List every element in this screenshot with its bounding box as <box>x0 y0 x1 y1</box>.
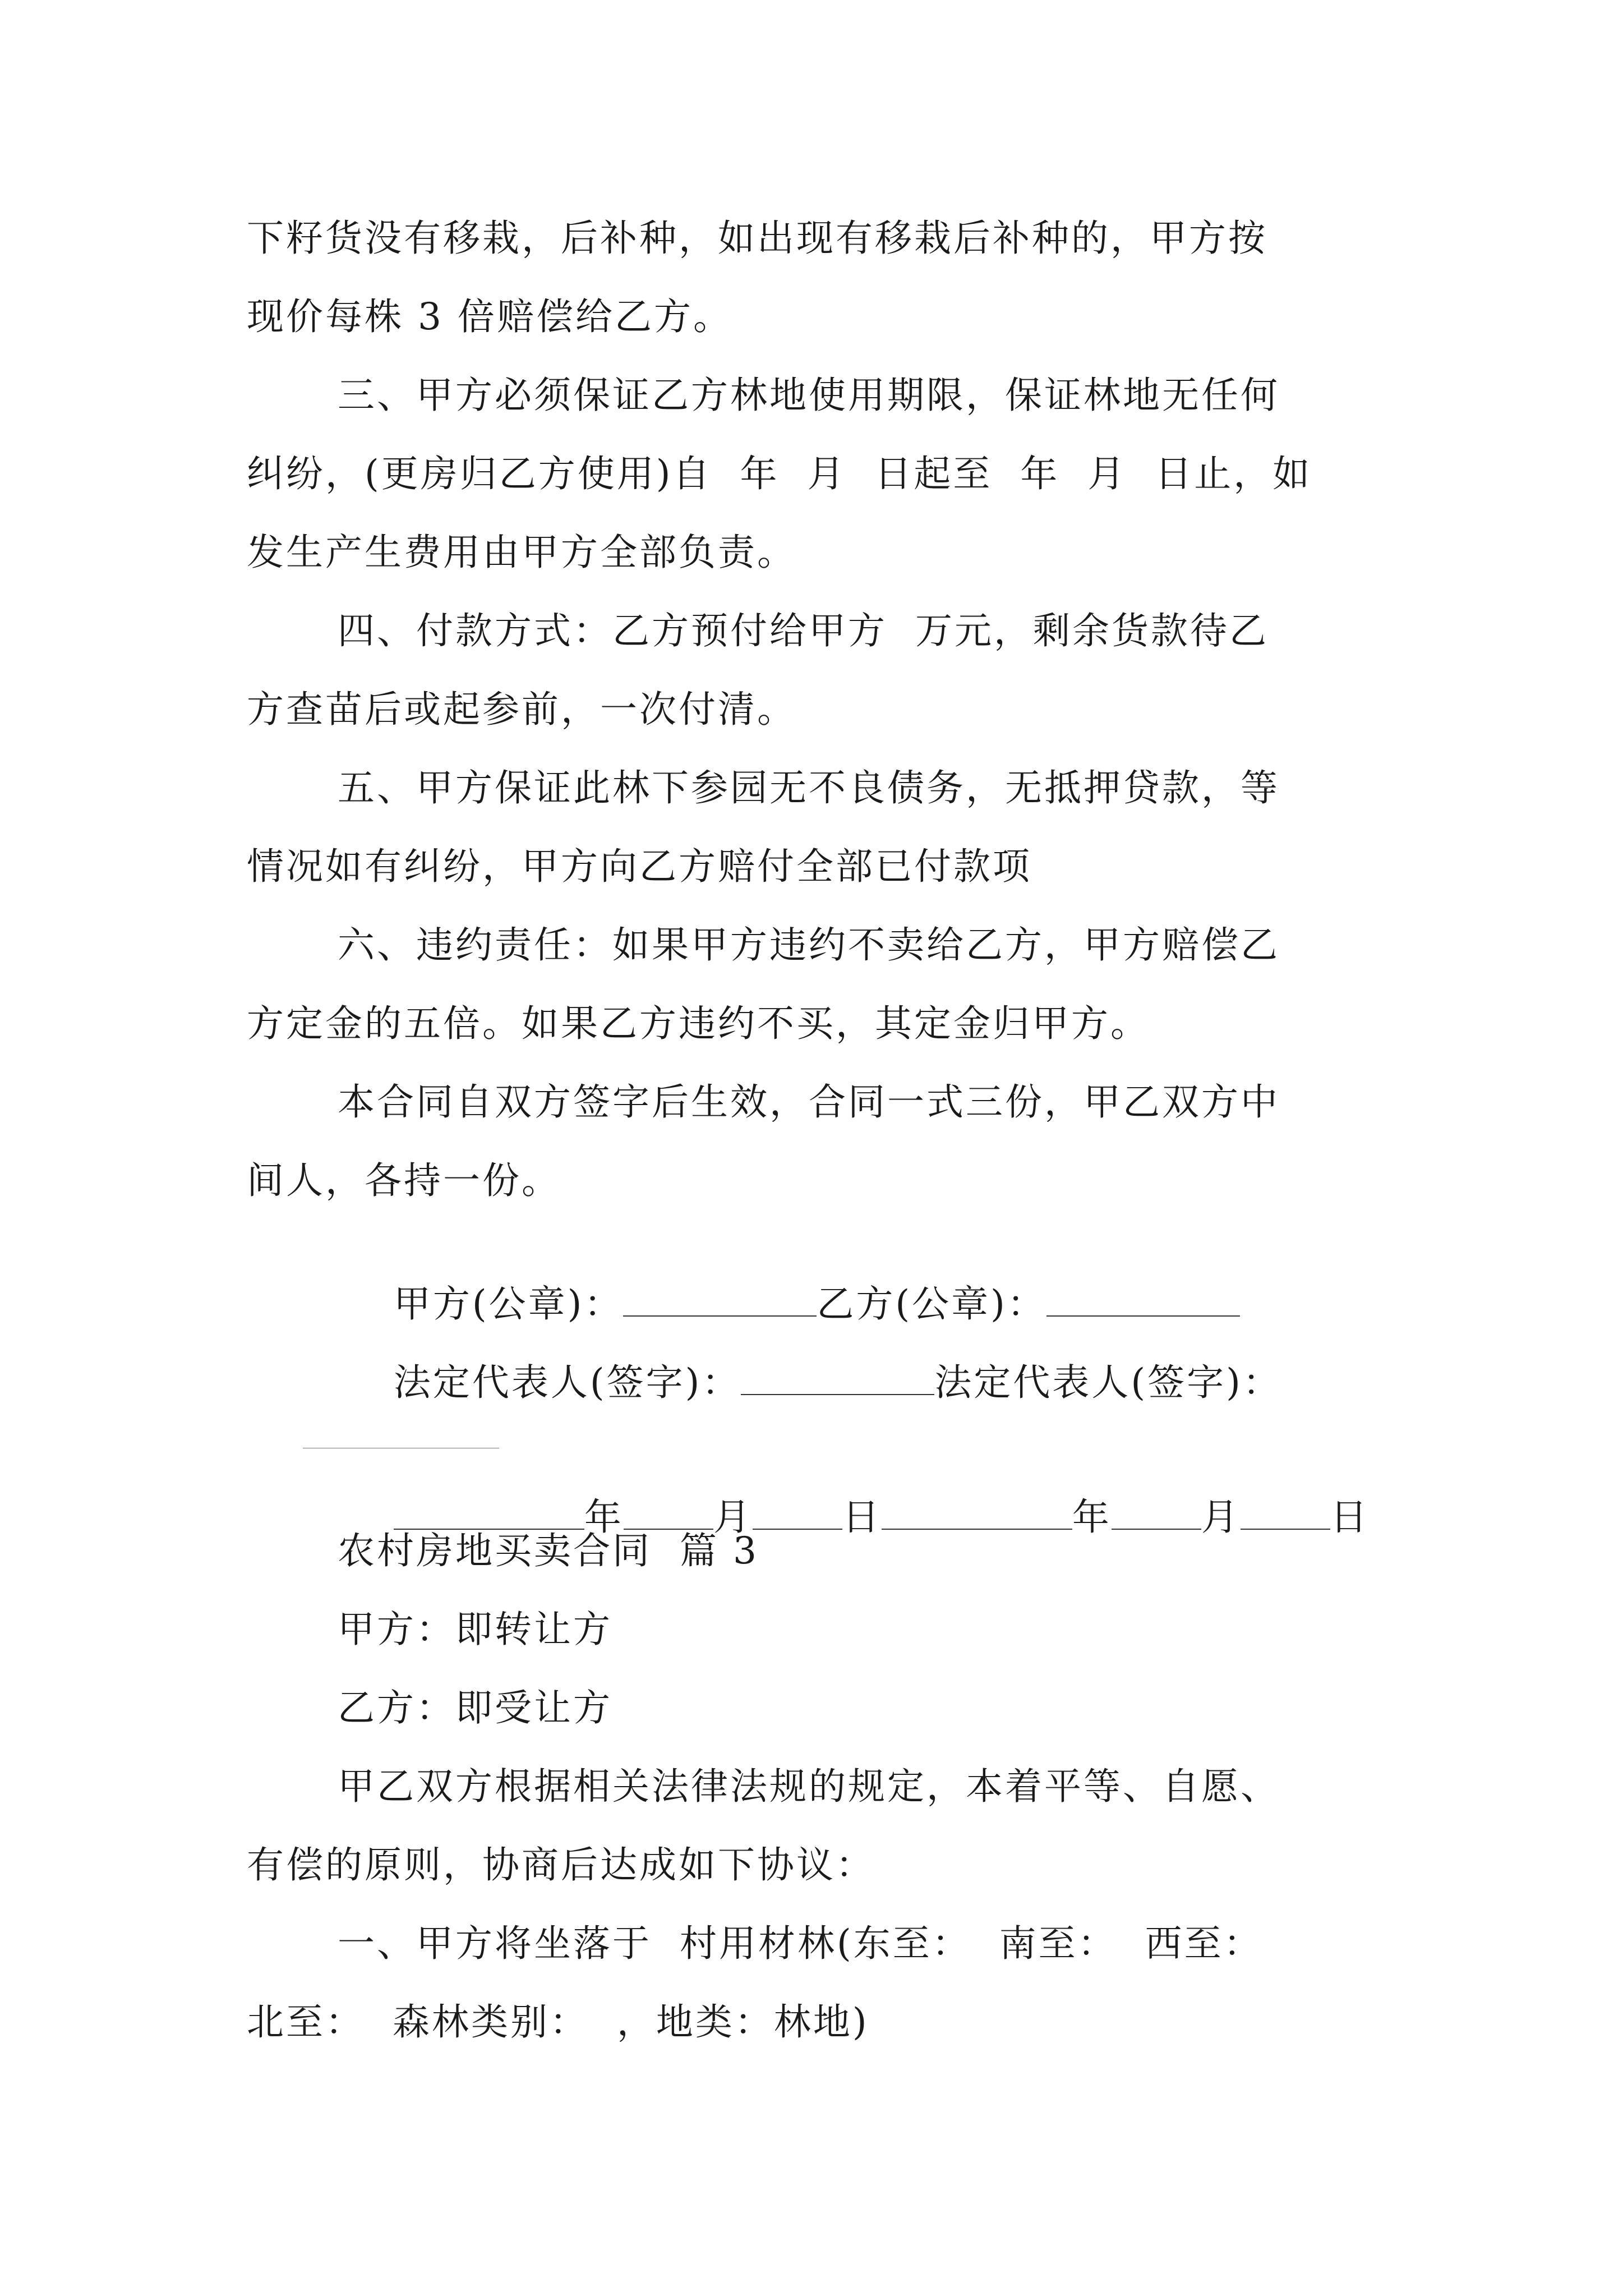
party-a-definition: 甲方：即转让方 <box>338 1608 612 1651</box>
clause-6-line: 六、违约责任：如果甲方违约不卖给乙方，甲方赔偿乙 <box>338 923 1280 967</box>
month-b-blank <box>1112 1497 1201 1530</box>
paragraph-line: 方查苗后或起参前，一次付清。 <box>247 688 796 731</box>
paragraph-line: 方定金的五倍。如果乙方违约不买，其定金归甲方。 <box>247 1002 1150 1045</box>
clause-5-line: 五、甲方保证此林下参园无不良债务，无抵押贷款，等 <box>338 766 1280 809</box>
day-a-blank <box>753 1497 842 1530</box>
year-a-label: 年 <box>584 1496 624 1539</box>
intro-line: 甲乙双方根据相关法律法规的规定，本着平等、自愿、 <box>338 1765 1280 1808</box>
intro-line: 有偿的原则，协商后达成如下协议： <box>247 1843 875 1887</box>
paragraph-line: 下籽货没有移栽，后补种，如出现有移栽后补种的，甲方按 <box>247 217 1267 260</box>
rep-a-blank <box>741 1363 934 1395</box>
party-b-seal-label: 乙方(公章)： <box>817 1282 1046 1326</box>
effectiveness-line: 本合同自双方签字后生效，合同一式三份，甲乙双方中 <box>338 1080 1280 1124</box>
clause-1-line: 北至： 森林类别： ，地类：林地) <box>247 2000 869 2044</box>
rep-b-label: 法定代表人(签字)： <box>934 1361 1282 1404</box>
day-a-label: 日 <box>842 1496 882 1539</box>
rep-a-label: 法定代表人(签字)： <box>393 1361 741 1404</box>
month-a-blank <box>624 1497 713 1530</box>
paragraph-line: 现价每株 3 倍赔偿给乙方。 <box>247 295 732 338</box>
rep-b-blank <box>303 1416 499 1448</box>
year-a-blank <box>394 1497 584 1530</box>
party-b-definition: 乙方：即受让方 <box>338 1686 612 1729</box>
party-b-seal-blank <box>1046 1284 1240 1317</box>
month-a-label: 月 <box>713 1496 753 1539</box>
clause-3-line: 三、甲方必须保证乙方林地使用期限，保证林地无任何 <box>338 374 1280 417</box>
year-b-blank <box>882 1497 1072 1530</box>
day-b-label: 日 <box>1330 1496 1370 1539</box>
paragraph-line: 情况如有纠纷，甲方向乙方赔付全部已付款项 <box>247 845 1032 888</box>
month-b-label: 月 <box>1201 1496 1241 1539</box>
paragraph-line: 间人，各持一份。 <box>247 1159 561 1202</box>
section-title: 农村房地买卖合同 篇 3 <box>338 1529 759 1572</box>
clause-4-line: 四、付款方式：乙方预付给甲方 万元，剩余货款待乙 <box>338 609 1269 652</box>
party-a-seal-label: 甲方(公章)： <box>393 1282 624 1326</box>
clause-1-line: 一、甲方将坐落于 村用材林(东至： 南至： 西至： <box>338 1922 1263 1965</box>
year-b-label: 年 <box>1072 1496 1112 1539</box>
paragraph-line: 纠纷，(更房归乙方使用)自 年 月 日起至 年 月 日止，如 <box>247 452 1312 495</box>
party-a-seal-blank <box>623 1284 817 1317</box>
paragraph-line: 发生产生费用由甲方全部负责。 <box>247 531 796 574</box>
day-b-blank <box>1241 1497 1330 1530</box>
